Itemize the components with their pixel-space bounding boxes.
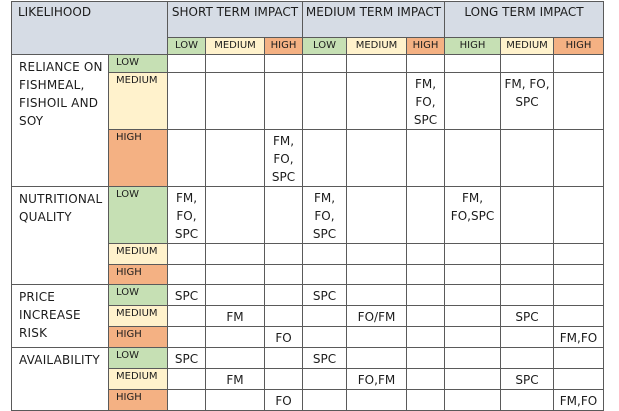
impact-cell: SPC xyxy=(168,348,206,369)
likelihood-level-high: HIGH xyxy=(109,390,168,411)
impact-cell xyxy=(501,327,554,348)
impact-cell xyxy=(554,244,604,265)
likelihood-level-low: LOW xyxy=(109,348,168,369)
long-term-high-header: HIGH xyxy=(554,38,604,55)
category-label-price-increase-risk: PRICE INCREASE RISK xyxy=(12,285,109,348)
impact-cell xyxy=(303,55,347,73)
impact-cell xyxy=(445,244,501,265)
impact-cell xyxy=(168,73,206,130)
medium-term-medium-header: MEDIUM xyxy=(347,38,407,55)
impact-cell xyxy=(206,187,265,244)
impact-cell xyxy=(265,244,303,265)
likelihood-level-medium: MEDIUM xyxy=(109,73,168,130)
impact-cell xyxy=(407,306,445,327)
impact-cell xyxy=(554,348,604,369)
likelihood-level-high: HIGH xyxy=(109,327,168,348)
impact-cell xyxy=(445,327,501,348)
impact-cell xyxy=(206,265,265,285)
impact-cell xyxy=(445,390,501,411)
impact-cell xyxy=(347,348,407,369)
short-term-high-header: HIGH xyxy=(265,38,303,55)
impact-cell xyxy=(168,244,206,265)
impact-cell: FM xyxy=(206,369,265,390)
impact-cell: FO xyxy=(265,327,303,348)
impact-cell xyxy=(501,55,554,73)
impact-cell xyxy=(265,187,303,244)
impact-cell xyxy=(445,130,501,187)
likelihood-level-medium: MEDIUM xyxy=(109,306,168,327)
impact-cell xyxy=(554,285,604,306)
impact-cell xyxy=(206,285,265,306)
impact-cell xyxy=(347,55,407,73)
impact-cell xyxy=(206,348,265,369)
reliance-on-fishmeal-fishoil-and-soy-row-low xyxy=(12,55,604,73)
likelihood-level-low: LOW xyxy=(109,187,168,244)
impact-cell xyxy=(347,390,407,411)
impact-cell: FO xyxy=(265,390,303,411)
impact-cell: SPC xyxy=(303,348,347,369)
impact-cell xyxy=(347,187,407,244)
impact-cell xyxy=(168,390,206,411)
impact-cell xyxy=(168,130,206,187)
impact-cell xyxy=(347,265,407,285)
impact-cell xyxy=(265,55,303,73)
availability-row-low xyxy=(12,348,604,369)
impact-cell xyxy=(168,327,206,348)
impact-cell xyxy=(265,306,303,327)
impact-cell xyxy=(168,265,206,285)
impact-cell: SPC xyxy=(501,306,554,327)
category-label-availability: AVAILABILITY xyxy=(12,348,109,411)
impact-cell xyxy=(554,306,604,327)
impact-cell xyxy=(168,55,206,73)
impact-cell: FM, FO, SPC xyxy=(303,187,347,244)
impact-cell xyxy=(501,348,554,369)
impact-cell: FM,FO xyxy=(554,327,604,348)
medium-term-high-header: HIGH xyxy=(407,38,445,55)
likelihood-level-low: LOW xyxy=(109,285,168,306)
impact-cell xyxy=(206,327,265,348)
long-term-medium-header: MEDIUM xyxy=(501,38,554,55)
likelihood-level-medium: MEDIUM xyxy=(109,244,168,265)
likelihood-level-high: HIGH xyxy=(109,130,168,187)
impact-cell xyxy=(407,348,445,369)
impact-cell xyxy=(445,285,501,306)
impact-cell: SPC xyxy=(303,285,347,306)
impact-cell xyxy=(303,369,347,390)
impact-cell xyxy=(407,285,445,306)
impact-cell xyxy=(407,369,445,390)
category-label-reliance-on-fishmeal-fishoil-and-soy: RELIANCE ON FISHMEAL, FISHOIL AND SOY xyxy=(12,55,109,187)
medium-term-impact-header: MEDIUM TERM IMPACT xyxy=(303,2,445,38)
impact-cell xyxy=(407,244,445,265)
impact-cell xyxy=(347,285,407,306)
impact-cell xyxy=(265,348,303,369)
medium-term-low-header: LOW xyxy=(303,38,347,55)
impact-cell xyxy=(206,55,265,73)
impact-cell xyxy=(501,390,554,411)
likelihood-header: LIKELIHOOD xyxy=(12,2,168,55)
long-term-impact-header: LONG TERM IMPACT xyxy=(445,2,604,38)
nutritional-quality-row-low xyxy=(12,187,604,244)
impact-cell xyxy=(347,244,407,265)
impact-cell: FM, FO, SPC xyxy=(407,73,445,130)
impact-cell: FM, FO, SPC xyxy=(168,187,206,244)
impact-cell xyxy=(206,130,265,187)
impact-cell xyxy=(554,55,604,73)
impact-cell xyxy=(407,130,445,187)
impact-cell: FM xyxy=(206,306,265,327)
short-term-impact-header: SHORT TERM IMPACT xyxy=(168,2,303,38)
impact-cell xyxy=(265,369,303,390)
impact-cell xyxy=(554,187,604,244)
impact-cell xyxy=(206,390,265,411)
impact-cell xyxy=(407,390,445,411)
impact-cell xyxy=(501,244,554,265)
impact-cell xyxy=(445,73,501,130)
impact-cell xyxy=(347,130,407,187)
impact-cell xyxy=(303,73,347,130)
impact-cell xyxy=(303,265,347,285)
impact-cell: FM, FO, SPC xyxy=(265,130,303,187)
impact-cell xyxy=(501,130,554,187)
impact-cell xyxy=(445,348,501,369)
impact-cell xyxy=(206,244,265,265)
header-row-impacts xyxy=(12,2,604,38)
likelihood-level-medium: MEDIUM xyxy=(109,369,168,390)
impact-cell: FM, FO, SPC xyxy=(501,73,554,130)
impact-cell: FO/FM xyxy=(347,306,407,327)
impact-cell xyxy=(501,285,554,306)
impact-cell xyxy=(554,265,604,285)
impact-cell xyxy=(501,187,554,244)
impact-cell xyxy=(407,187,445,244)
impact-cell: FM,FO xyxy=(554,390,604,411)
impact-cell xyxy=(347,73,407,130)
impact-cell xyxy=(445,369,501,390)
impact-cell xyxy=(265,265,303,285)
short-term-low-header: LOW xyxy=(168,38,206,55)
impact-cell xyxy=(265,73,303,130)
likelihood-level-high: HIGH xyxy=(109,265,168,285)
impact-cell xyxy=(445,306,501,327)
risk-matrix-table xyxy=(11,1,604,411)
impact-cell: SPC xyxy=(501,369,554,390)
impact-cell xyxy=(303,390,347,411)
impact-cell xyxy=(554,369,604,390)
price-increase-risk-row-low xyxy=(12,285,604,306)
impact-cell xyxy=(168,369,206,390)
impact-cell xyxy=(265,285,303,306)
impact-cell xyxy=(303,327,347,348)
long-term-first-header: HIGH xyxy=(445,38,501,55)
impact-cell xyxy=(554,130,604,187)
impact-cell xyxy=(206,73,265,130)
impact-cell xyxy=(168,306,206,327)
category-label-nutritional-quality: NUTRITIONAL QUALITY xyxy=(12,187,109,285)
impact-cell xyxy=(407,265,445,285)
impact-cell xyxy=(445,265,501,285)
impact-cell xyxy=(303,130,347,187)
impact-cell xyxy=(407,327,445,348)
impact-cell xyxy=(501,265,554,285)
impact-cell: FM, FO,SPC xyxy=(445,187,501,244)
impact-cell xyxy=(303,306,347,327)
impact-cell xyxy=(303,244,347,265)
impact-cell: FO,FM xyxy=(347,369,407,390)
impact-cell xyxy=(407,55,445,73)
likelihood-level-low: LOW xyxy=(109,55,168,73)
impact-cell xyxy=(554,73,604,130)
impact-cell: SPC xyxy=(168,285,206,306)
impact-cell xyxy=(445,55,501,73)
matrix-body xyxy=(12,2,604,411)
impact-cell xyxy=(347,327,407,348)
short-term-medium-header: MEDIUM xyxy=(206,38,265,55)
